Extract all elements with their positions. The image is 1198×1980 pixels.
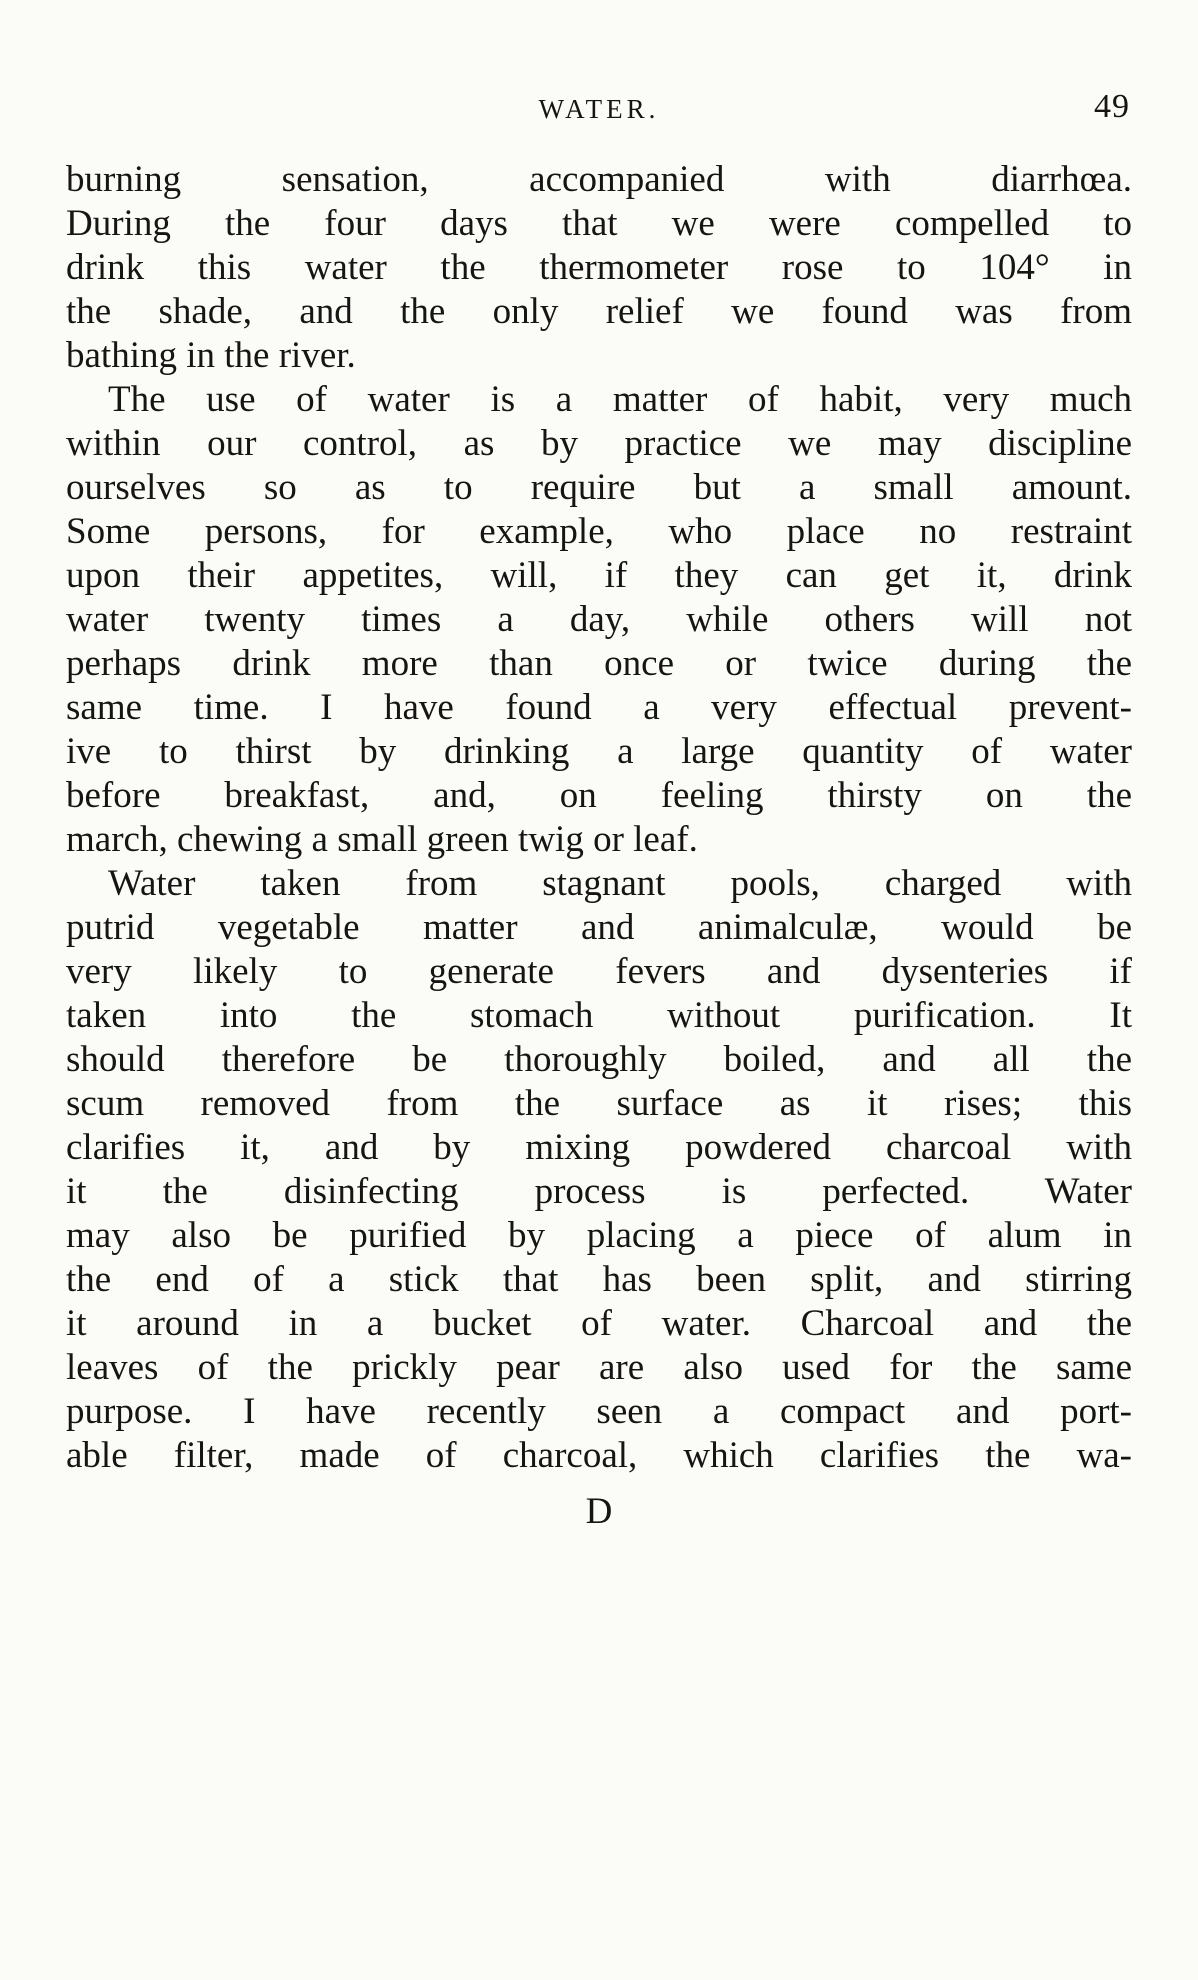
page-header [66, 88, 1132, 132]
text-line: ive to thirst by drinking a large quantity of water [66, 731, 1132, 772]
running-title: WATER. [538, 94, 660, 124]
text-line: the shade, and the only relief we found was from [66, 291, 1132, 332]
page-body [66, 158, 1132, 1478]
text-line: may also be purified by placing a piece of alum in [66, 1215, 1132, 1256]
text-line: within our control, as by practice we may discipline [66, 423, 1132, 464]
page-number: 49 [1094, 88, 1130, 125]
text-line: purpose. I have recently seen a compact and port- [66, 1391, 1132, 1432]
text-line: burning sensation, accompanied with diarrhœa. [66, 159, 1132, 200]
text-line: before breakfast, and, on feeling thirsty on the [66, 775, 1132, 816]
text-line: water twenty times a day, while others will not [66, 599, 1132, 640]
text-line: the end of a stick that has been split, and stirring [66, 1259, 1132, 1300]
text-line: clarifies it, and by mixing powdered charcoal with [66, 1127, 1132, 1168]
text-line: able filter, made of charcoal, which clarifies the wa- [66, 1435, 1132, 1476]
text-line: leaves of the prickly pear are also used for the same [66, 1347, 1132, 1388]
text-line: should therefore be thoroughly boiled, and all the [66, 1039, 1132, 1080]
signature-mark: D [585, 1491, 613, 1532]
text-line: perhaps drink more than once or twice during the [66, 643, 1132, 684]
text-line: march, chewing a small green twig or leaf. [66, 819, 698, 860]
text-line: very likely to generate fevers and dysenteries if [66, 951, 1132, 992]
text-line: Some persons, for example, who place no restraint [66, 511, 1132, 552]
text-line: scum removed from the surface as it rises; this [66, 1083, 1132, 1124]
text-line: ourselves so as to require but a small amount. [66, 467, 1132, 508]
text-line: it the disinfecting process is perfected. Water [66, 1171, 1132, 1212]
text-line: Water taken from stagnant pools, charged with [108, 863, 1132, 904]
text-line: The use of water is a matter of habit, very much [108, 379, 1132, 420]
text-line: same time. I have found a very effectual prevent- [66, 687, 1132, 728]
text-line: During the four days that we were compelled to [66, 203, 1132, 244]
text-line: drink this water the thermometer rose to 104° in [66, 247, 1132, 288]
text-line: putrid vegetable matter and animalculæ, would be [66, 907, 1132, 948]
text-line: upon their appetites, will, if they can get it, drink [66, 555, 1132, 596]
text-line: bathing in the river. [66, 335, 356, 376]
text-line: it around in a bucket of water. Charcoal and the [66, 1303, 1132, 1344]
text-line: taken into the stomach without purification. It [66, 995, 1132, 1036]
